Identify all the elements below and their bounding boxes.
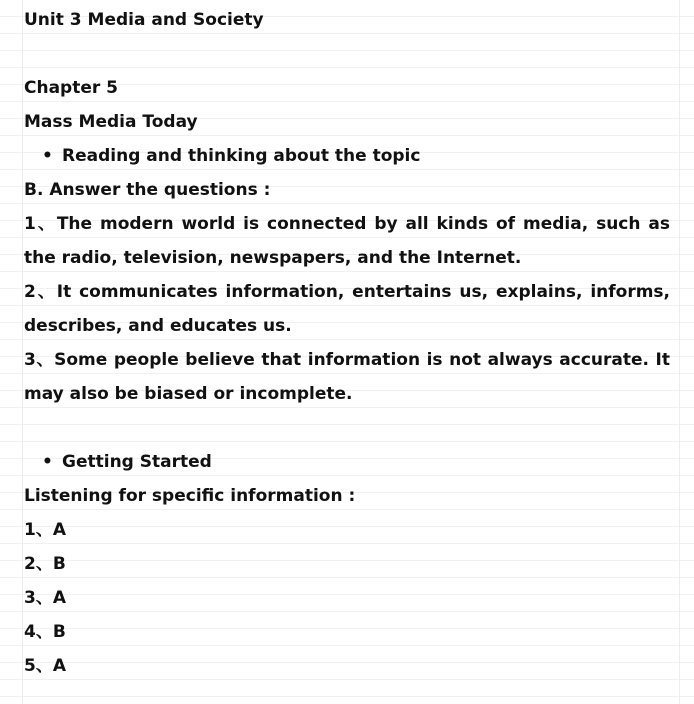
blank-line [24, 411, 670, 445]
document-content [24, 3, 670, 683]
left-margin-line [22, 0, 23, 704]
section-heading-reading: Reading and thinking about the topic [62, 146, 421, 166]
listening-answer-2: 2、B [24, 554, 66, 574]
chapter-title: Mass Media Today [24, 112, 198, 132]
listening-heading: Listening for specific information : [24, 486, 356, 506]
chapter-heading: Chapter 5 [24, 78, 119, 98]
bullet-reading-heading [24, 139, 670, 173]
section-heading-getting-started: Getting Started [62, 452, 212, 472]
answer-2-line-2: describes, and educates us. [24, 316, 292, 336]
listening-answer-1: 1、A [24, 520, 66, 540]
bullet-icon: • [42, 146, 53, 166]
right-margin-line [679, 0, 680, 704]
listening-answer-5: 5、A [24, 656, 66, 676]
bullet-icon: • [42, 452, 53, 472]
listening-answer-4: 4、B [24, 622, 66, 642]
blank-line [24, 37, 670, 71]
answer-1-line-2: the radio, television, newspapers, and the Internet. [24, 248, 522, 268]
answer-2-line-1: 2、It communicates information, entertains us, explains, informs, [24, 282, 670, 302]
listening-answer-3: 3、A [24, 588, 66, 608]
part-b-heading: B. Answer the questions : [24, 180, 271, 200]
answer-3-line-1: 3、Some people believe that information is not always accurate. It [24, 350, 670, 370]
bullet-getting-started [24, 445, 670, 479]
unit-title: Unit 3 Media and Society [24, 10, 264, 30]
answer-1-line-1: 1、The modern world is connected by all kinds of media, such as [24, 214, 670, 234]
answer-3-line-2: may also be biased or incomplete. [24, 384, 353, 404]
